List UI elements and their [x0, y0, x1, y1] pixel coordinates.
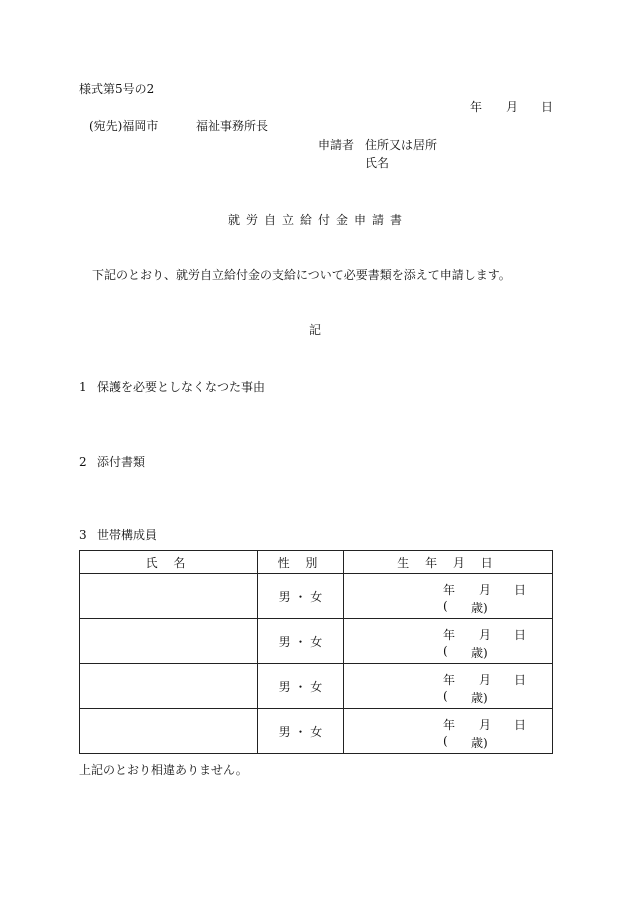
birth-day-label: 日	[514, 718, 527, 732]
age-unit-label: 歳)	[471, 736, 488, 750]
table-header-row	[80, 551, 553, 574]
sex-option[interactable]: 男 ・ 女	[258, 709, 344, 754]
footer-statement: 上記のとおり相違ありません。	[79, 763, 248, 777]
section-3-number: 3	[79, 528, 87, 542]
birthdate-cell[interactable]	[344, 574, 553, 619]
section-1-number: 1	[79, 380, 87, 394]
birth-month-label: 月	[479, 718, 492, 732]
birthdate-cell[interactable]	[344, 709, 553, 754]
member-name-cell[interactable]	[80, 709, 258, 754]
birth-day-label: 日	[514, 673, 527, 687]
age-unit-label: 歳)	[471, 601, 488, 615]
table-row	[80, 574, 553, 619]
birth-year-label: 年	[443, 583, 456, 597]
age-unit-label: 歳)	[471, 691, 488, 705]
member-name-cell[interactable]	[80, 664, 258, 709]
name-label: 氏名	[365, 156, 390, 170]
section-2-label: 添付書類	[97, 455, 146, 469]
birth-month-label: 月	[479, 583, 492, 597]
section-2-number: 2	[79, 455, 87, 469]
header-birthdate: 生 年 月 日	[344, 551, 553, 574]
date-month-label: 月	[506, 100, 519, 114]
sex-option[interactable]: 男 ・ 女	[258, 619, 344, 664]
birth-year-label: 年	[443, 628, 456, 642]
sex-option[interactable]: 男 ・ 女	[258, 574, 344, 619]
document-title: 就労自立給付金申請書	[228, 213, 409, 227]
date-day-label: 日	[541, 100, 554, 114]
sex-option[interactable]: 男 ・ 女	[258, 664, 344, 709]
birth-month-label: 月	[479, 673, 492, 687]
applicant-label: 申請者	[318, 138, 355, 152]
member-name-cell[interactable]	[80, 574, 258, 619]
birth-year-label: 年	[443, 718, 456, 732]
birth-year-label: 年	[443, 673, 456, 687]
table-row	[80, 664, 553, 709]
member-name-cell[interactable]	[80, 619, 258, 664]
addressee-prefix: (宛先)福岡市	[89, 119, 159, 133]
age-open-paren: (	[443, 599, 448, 613]
section-3-label: 世帯構成員	[97, 528, 158, 542]
birth-month-label: 月	[479, 628, 492, 642]
age-open-paren: (	[443, 734, 448, 748]
header-name: 氏 名	[80, 551, 258, 574]
addressee-office: 福祉事務所長	[196, 119, 269, 133]
table-row	[80, 709, 553, 754]
header-sex: 性 別	[258, 551, 344, 574]
form-number: 様式第5号の2	[79, 82, 155, 96]
age-unit-label: 歳)	[471, 646, 488, 660]
birthdate-cell[interactable]	[344, 664, 553, 709]
address-label: 住所又は居所	[365, 138, 438, 152]
section-1-label: 保護を必要としなくなつた事由	[97, 380, 266, 394]
age-open-paren: (	[443, 644, 448, 658]
date-year-label: 年	[470, 100, 483, 114]
birth-day-label: 日	[514, 583, 527, 597]
intro-text: 下記のとおり、就労自立給付金の支給について必要書類を添えて申請します。	[92, 268, 511, 282]
birth-day-label: 日	[514, 628, 527, 642]
household-members-table	[79, 550, 553, 754]
ki-heading: 記	[309, 323, 322, 337]
age-open-paren: (	[443, 689, 448, 703]
birthdate-cell[interactable]	[344, 619, 553, 664]
table-row	[80, 619, 553, 664]
